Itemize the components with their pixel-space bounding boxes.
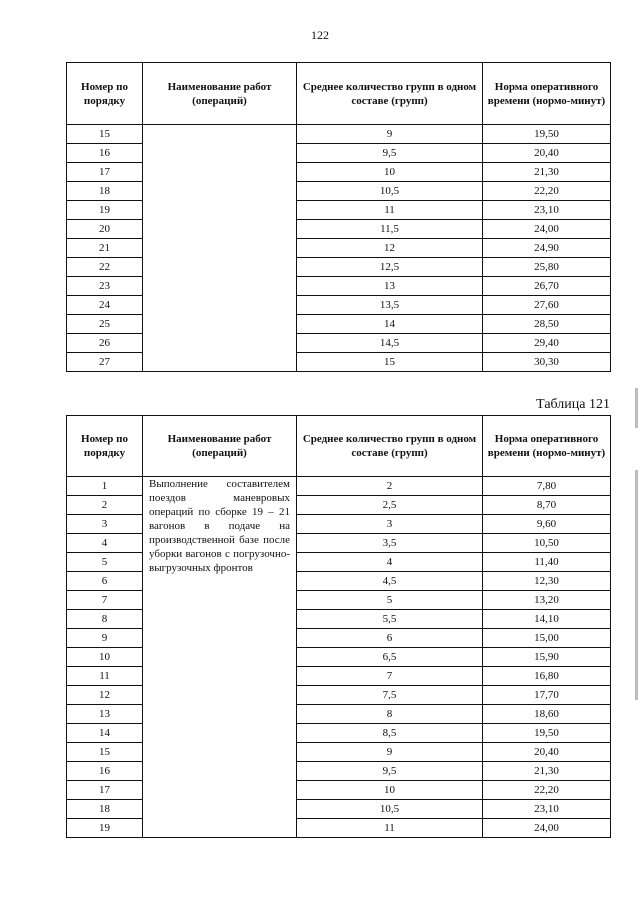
row-number: 14: [67, 724, 143, 743]
row-number: 18: [67, 182, 143, 201]
average-groups-cell: 5,5: [297, 610, 483, 629]
average-groups-cell: 14,5: [297, 334, 483, 353]
average-groups-cell: 12: [297, 239, 483, 258]
header-number: Номер по порядку: [67, 416, 143, 477]
operation-name-cell: [143, 477, 297, 838]
row-number: 26: [67, 334, 143, 353]
average-groups-cell: 11: [297, 819, 483, 838]
average-groups-cell: 11,5: [297, 220, 483, 239]
average-groups-cell: 10,5: [297, 800, 483, 819]
time-norm-cell: 21,30: [483, 762, 611, 781]
header-row: [67, 416, 611, 477]
row-number: 27: [67, 353, 143, 372]
table-body: [67, 125, 611, 372]
average-groups-cell: 9: [297, 125, 483, 144]
average-groups-cell: 6,5: [297, 648, 483, 667]
time-norm-cell: 9,60: [483, 515, 611, 534]
table-row: [67, 125, 611, 144]
average-groups-cell: 14: [297, 315, 483, 334]
time-norm-cell: 18,60: [483, 705, 611, 724]
average-groups-cell: 3,5: [297, 534, 483, 553]
time-norm-cell: 28,50: [483, 315, 611, 334]
row-number: 16: [67, 762, 143, 781]
time-norm-cell: 13,20: [483, 591, 611, 610]
time-norm-cell: 20,40: [483, 144, 611, 163]
average-groups-cell: 9,5: [297, 762, 483, 781]
average-groups-cell: 8: [297, 705, 483, 724]
average-groups-cell: 10,5: [297, 182, 483, 201]
row-number: 25: [67, 315, 143, 334]
time-norm-cell: 12,30: [483, 572, 611, 591]
time-norm-cell: 14,10: [483, 610, 611, 629]
average-groups-cell: 5: [297, 591, 483, 610]
row-number: 1: [67, 477, 143, 496]
time-norm-cell: 8,70: [483, 496, 611, 515]
average-groups-cell: 11: [297, 201, 483, 220]
table-row: [67, 477, 611, 496]
row-number: 19: [67, 201, 143, 220]
average-groups-cell: 7,5: [297, 686, 483, 705]
norm-table-121: [66, 415, 611, 838]
average-groups-cell: 4,5: [297, 572, 483, 591]
row-number: 12: [67, 686, 143, 705]
norm-table-continued: [66, 62, 611, 372]
time-norm-cell: 23,10: [483, 800, 611, 819]
row-number: 17: [67, 163, 143, 182]
time-norm-cell: 24,00: [483, 819, 611, 838]
average-groups-cell: 15: [297, 353, 483, 372]
average-groups-cell: 2,5: [297, 496, 483, 515]
scan-edge-mark: [635, 470, 638, 700]
table-caption: Таблица 121: [536, 397, 610, 412]
time-norm-cell: 16,80: [483, 667, 611, 686]
row-number: 2: [67, 496, 143, 515]
time-norm-cell: 17,70: [483, 686, 611, 705]
row-number: 24: [67, 296, 143, 315]
time-norm-cell: 20,40: [483, 743, 611, 762]
row-number: 8: [67, 610, 143, 629]
row-number: 13: [67, 705, 143, 724]
time-norm-cell: 27,60: [483, 296, 611, 315]
time-norm-cell: 24,00: [483, 220, 611, 239]
row-number: 21: [67, 239, 143, 258]
header-time-norm: Норма оперативного времени (нормо-минут): [483, 63, 611, 125]
row-number: 11: [67, 667, 143, 686]
header-number: Номер по порядку: [67, 63, 143, 125]
row-number: 16: [67, 144, 143, 163]
scan-edge-mark: [635, 388, 638, 428]
row-number: 3: [67, 515, 143, 534]
time-norm-cell: 15,00: [483, 629, 611, 648]
average-groups-cell: 6: [297, 629, 483, 648]
time-norm-cell: 7,80: [483, 477, 611, 496]
average-groups-cell: 3: [297, 515, 483, 534]
row-number: 18: [67, 800, 143, 819]
header-operation-name: Наименование работ (операций): [143, 416, 297, 477]
time-norm-cell: 29,40: [483, 334, 611, 353]
header-average-groups: Среднее количество групп в одном составе (групп): [297, 63, 483, 125]
row-number: 22: [67, 258, 143, 277]
time-norm-cell: 10,50: [483, 534, 611, 553]
time-norm-cell: 21,30: [483, 163, 611, 182]
row-number: 5: [67, 553, 143, 572]
row-number: 20: [67, 220, 143, 239]
time-norm-cell: 26,70: [483, 277, 611, 296]
average-groups-cell: 9: [297, 743, 483, 762]
row-number: 23: [67, 277, 143, 296]
average-groups-cell: 9,5: [297, 144, 483, 163]
average-groups-cell: 13,5: [297, 296, 483, 315]
time-norm-cell: 19,50: [483, 125, 611, 144]
average-groups-cell: 10: [297, 781, 483, 800]
row-number: 7: [67, 591, 143, 610]
time-norm-cell: 22,20: [483, 182, 611, 201]
average-groups-cell: 13: [297, 277, 483, 296]
row-number: 10: [67, 648, 143, 667]
average-groups-cell: 12,5: [297, 258, 483, 277]
row-number: 15: [67, 743, 143, 762]
average-groups-cell: 8,5: [297, 724, 483, 743]
header-operation-name: Наименование работ (операций): [143, 63, 297, 125]
time-norm-cell: 11,40: [483, 553, 611, 572]
time-norm-cell: 23,10: [483, 201, 611, 220]
time-norm-cell: 24,90: [483, 239, 611, 258]
row-number: 9: [67, 629, 143, 648]
row-number: 17: [67, 781, 143, 800]
row-number: 4: [67, 534, 143, 553]
operation-name: Выполнение составителем поездов маневровых операций по сборке 19 – 21 вагонов в подаче на производственной базе после уборки вагонов с погрузочно-выгрузочных фронтов: [149, 478, 290, 574]
row-number: 19: [67, 819, 143, 838]
row-number: 6: [67, 572, 143, 591]
average-groups-cell: 7: [297, 667, 483, 686]
average-groups-cell: 10: [297, 163, 483, 182]
header-row: [67, 63, 611, 125]
time-norm-cell: 22,20: [483, 781, 611, 800]
page-number: 122: [311, 28, 329, 42]
average-groups-cell: 4: [297, 553, 483, 572]
row-number: 15: [67, 125, 143, 144]
average-groups-cell: 2: [297, 477, 483, 496]
table-body: [67, 477, 611, 838]
time-norm-cell: 15,90: [483, 648, 611, 667]
time-norm-cell: 30,30: [483, 353, 611, 372]
operation-name-cell: [143, 125, 297, 372]
header-time-norm: Норма оперативного времени (нормо-минут): [483, 416, 611, 477]
time-norm-cell: 25,80: [483, 258, 611, 277]
time-norm-cell: 19,50: [483, 724, 611, 743]
header-average-groups: Среднее количество групп в одном составе (групп): [297, 416, 483, 477]
